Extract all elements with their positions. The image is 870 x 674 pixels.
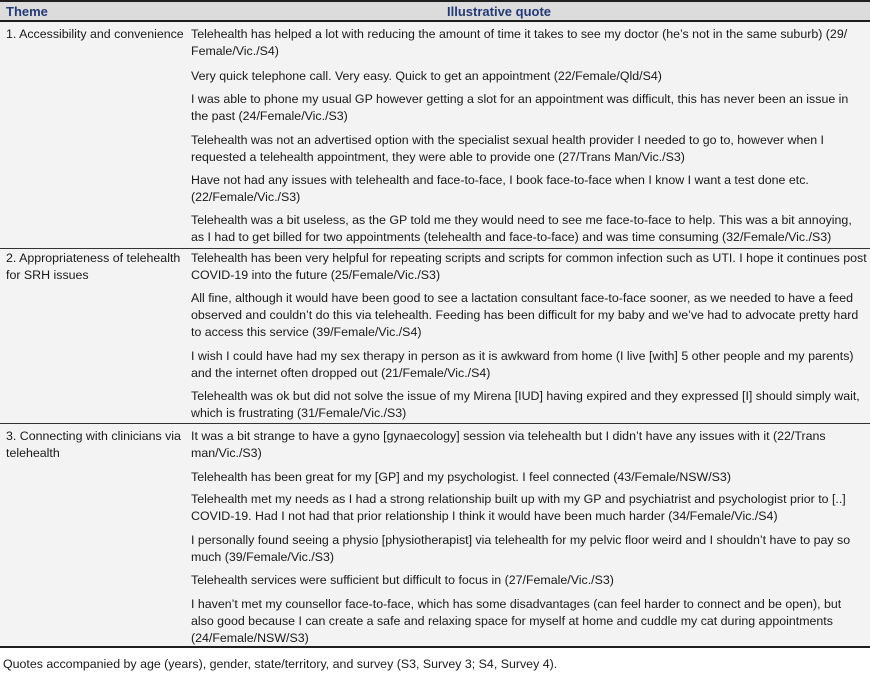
quote-item: Telehealth was not an advertised option with the specialist sexual health provider I needed to go to, however when I requested a telehealth appointment, they were able to provide one (27/Trans Man/Vic./S3)	[191, 133, 825, 164]
quote-item: It was a bit strange to have a gyno [gynaecology] session via telehealth but I didn’t have any issues with it (22/Trans man/Vic./S3)	[191, 429, 826, 460]
quote-item: Telehealth was ok but did not solve the issue of my Mirena [IUD] having expired and they expressed [I] should simply wait, which is frustrating (31/Female/Vic./S3)	[191, 389, 860, 420]
quote-item: Have not had any issues with telehealth and face-to-face, I book face-to-face when I know I want a test done etc. (22/Female/Vic./S3)	[191, 173, 809, 204]
quote-item: I was able to phone my usual GP however getting a slot for an appointment was difficult, this has never been an issue in the past (24/Female/Vic./S3)	[191, 92, 849, 123]
theme-group-1	[0, 22, 870, 248]
theme-label: 2. Appropriateness of telehealth for SRH issues	[6, 251, 181, 282]
quote-item: I personally found seeing a physio [physiotherapist] via telehealth for my pelvic floor weird and I shouldn’t have to pay so much (39/Female/Vic./S3)	[191, 533, 851, 564]
quote-item: All fine, although it would have been good to see a lactation consultant face-to-face sooner, as we needed to have a feed observed and couldn’t do this via telehealth. Feeding has been difficult for my baby and we’ve had to advocate pretty hard to access this service (39/Female/Vic./S4)	[191, 291, 859, 339]
theme-label: 3. Connecting with clinicians via telehealth	[6, 429, 181, 460]
quote-item: I haven’t met my counsellor face-to-face, which has some disadvantages (can feel harder to connect and be open), but also good because I can create a safe and relaxing space for myself at home and cuddle my cat during appointments (24/Female/NSW/S3)	[191, 597, 842, 645]
quote-item: Telehealth met my needs as I had a strong relationship built up with my GP and psychiatrist and psychologist prior to [..] COVID-19. Had I not had that prior relationship I think it would have been much harder (34/Female/Vic./S4)	[191, 492, 846, 523]
theme-group-2	[0, 249, 870, 423]
quote-item: Telehealth has been great for my [GP] and my psychologist. I feel connected (43/Female/NSW/S3)	[191, 470, 731, 484]
theme-label: 1. Accessibility and convenience	[6, 27, 184, 41]
header-theme: Theme	[6, 4, 48, 19]
table-header	[0, 0, 870, 22]
table-bottom-rule	[0, 646, 870, 648]
quote-item: Telehealth was a bit useless, as the GP told me they would need to see me face-to-face to help. This was a bit annoying, as I had to get billed for two appointments (telehealth and face-to-face) and was time consuming (32/Female/Vic./S3)	[191, 213, 852, 244]
theme-group-3	[0, 424, 870, 646]
quote-item: Telehealth has been very helpful for repeating scripts and scripts for common infection such as UTI. I hope it continues post COVID-19 into the future (25/Female/Vic./S3)	[191, 251, 867, 282]
quote-item: Telehealth has helped a lot with reducing the amount of time it takes to see my doctor (he’s not in the same suburb) (29/ Female/Vic./S4)	[191, 27, 848, 58]
quote-item: Very quick telephone call. Very easy. Quick to get an appointment (22/Female/Qld/S4)	[191, 69, 662, 83]
header-quote: Illustrative quote	[447, 4, 552, 19]
table-footnote: Quotes accompanied by age (years), gender, state/territory, and survey (S3, Survey 3; S4, Survey 4).	[3, 657, 558, 671]
quote-item: I wish I could have had my sex therapy in person as it is awkward from home (I live [with] 5 other people and my parents) and the internet often dropped out (21/Female/Vic./S4)	[191, 349, 854, 380]
quote-item: Telehealth services were sufficient but difficult to focus in (27/Female/Vic./S3)	[191, 573, 614, 587]
